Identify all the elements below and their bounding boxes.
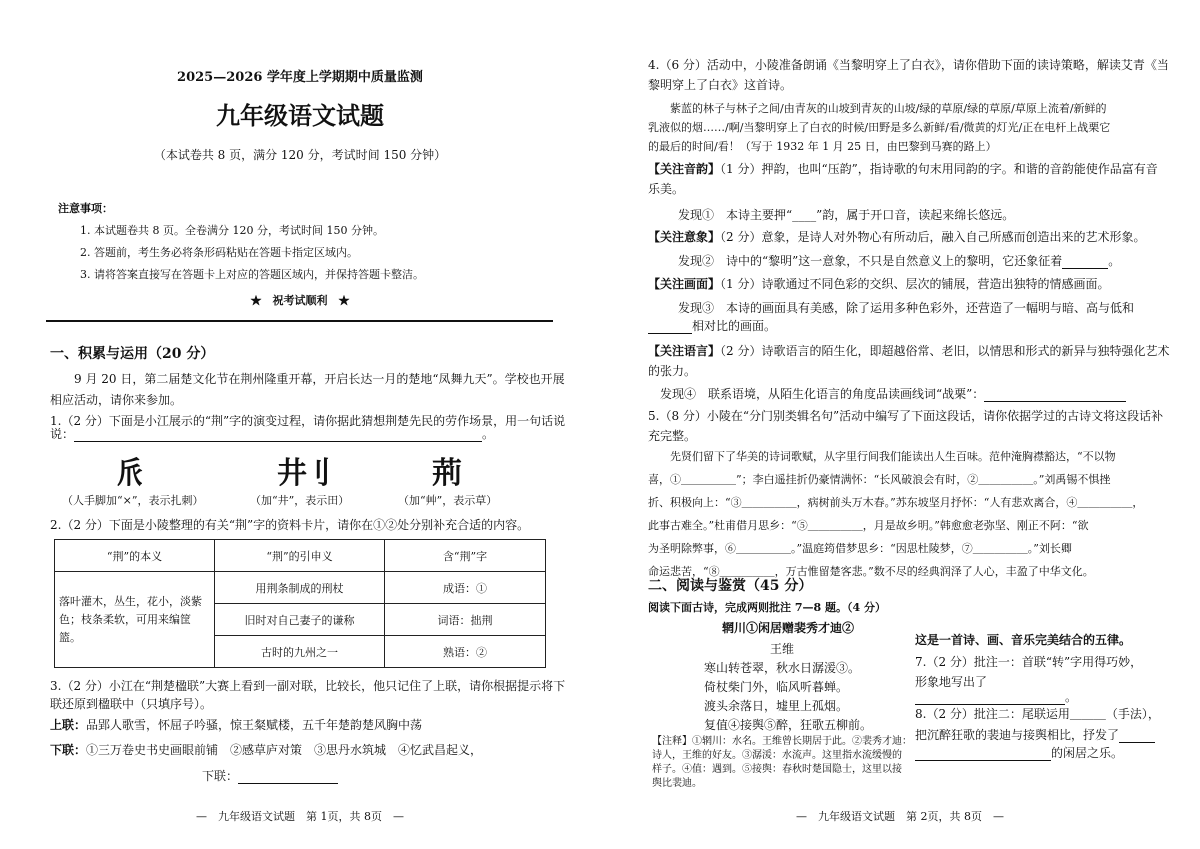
poem-line: 复值④接舆⑤醉，狂歌五柳前。: [704, 718, 873, 732]
finding-3: 相对比的画面。: [692, 319, 777, 333]
table-header: 含“荆”字: [385, 540, 546, 572]
finding-4-blank[interactable]: [984, 389, 1126, 402]
finding-3-blank[interactable]: [648, 321, 692, 334]
exam-header: 2025—2026 学年度上学期期中质量监测: [177, 70, 423, 85]
good-luck-text: ★ 祝考试顺利 ★: [250, 294, 350, 307]
question-7-blank[interactable]: [915, 692, 1065, 705]
page-footer: — 九年级语文试题 第 2页，共 8页 —: [796, 810, 1004, 823]
lower-fill-label: 下联：: [202, 769, 239, 783]
poem-notes: 舆比裴迪。: [652, 778, 702, 789]
notice-item: 2. 答题前，考生务必将条形码粘贴在答题卡指定区域内。: [80, 246, 358, 259]
poem-notes: 【注释】①辋川：水名。王维曾长期居于此。②裴秀才迪：: [652, 736, 912, 747]
label-picture: 【关注画面】: [648, 277, 721, 291]
question-8: 把沉醉狂歌的裴迪与接舆相比，抒发了: [915, 728, 1120, 742]
table-cell[interactable]: 熟语：②: [385, 636, 546, 668]
annotation-heading: 这是一首诗、画、音乐完美结合的五律。: [915, 633, 1132, 647]
section-1-title: 一、积累与运用（20 分）: [50, 346, 215, 362]
glyph-caption: （人手脚加“×”，表示扎刺）: [62, 494, 204, 507]
intro-text: 9 月 20 日，第二届楚文化节在荆州隆重开幕，开启长达一月的楚地“凤舞九天”。学校也开展: [50, 372, 565, 386]
lower-couplet-label: 下联：: [50, 743, 87, 757]
finding-1: 发现① 本诗主要押“____”韵，属于开口音，读起来绵长悠远。: [666, 208, 1015, 222]
finding-4: 发现④ 联系语境，从陌生化语言的角度品读画线词“战栗”：: [648, 387, 985, 401]
table-cell: 旧时对自己妻子的谦称: [215, 604, 385, 636]
question-1: 1.（2 分）下面是小江展示的“荆”字的演变过程，请你据此猜想荆楚先民的劳作场景，用一句话说: [50, 414, 566, 428]
section-2-title: 二、阅读与鉴赏（45 分）: [648, 578, 813, 594]
question-1-line: 说： 。: [50, 427, 495, 441]
poem-text: 紫蓝的林子与林子之间/由青灰的山坡到青灰的山坡/绿的草原/绿的草原/草原上流着/新鲜的: [648, 102, 1107, 115]
page-2: 4.（6 分）活动中，小陵准备朗诵《当黎明穿上了白衣》，请你借助下面的读诗策略，解读艾青《当 黎明穿上了白衣》这首诗。 紫蓝的林子与林子之间/由青灰的山坡到青灰的山坡/绿的草原/绿的草原/草原上流着/新鲜的 乳液似的烟……/啊/当黎明穿上了白衣的时候/田野是多么新鲜/看/微黄的灯光/正在电杆上战栗它 的最后的时间/看！（写于 1932 年 1 月 25 日，由巴黎到马赛的路上） 【关注音韵】（1 分）押韵，也叫“压韵”，指诗歌的句末用同韵的字。和谐的音韵能使作品富有音 乐美。 发现① 本诗主要押“____”韵，属于开口音，读起来绵长悠远。 【关注意象】（2 分）意象，是诗人对外物心有所动后，融入自己所感而创造出来的艺术形象。 发现② 诗中的“黎明”这一意象，不只是自然意义上的黎明，它还象征着 。 【关注画面】（1 分）诗歌通过不同色彩的交织、层次的铺展，营造出独特的情感画面。 发现③ 本诗的画面具有美感，除了运用多种色彩外，还营造了一幅明与暗、高与低和 相对比的画面。 【关注语言】（2 分）诗歌语言的陌生化，即超越俗常、老旧，以情思和形式的新异与独特强化艺术 的张力。 发现④ 联系语境，从陌生化语言的角度品读画线词“战栗”： 5.（8 分）小陵在“分门别类辑名句”活动中编写了下面这段话，请你依据学过的古诗文将这段话补 充完整。 先贤们留下了华美的诗词歌赋，从字里行间我们能读出人生百味。范仲淹胸襟豁达，“不以物 喜，①＿＿＿＿＿”；李白遥挂折仍豪情满怀：“长风破浪会有时，②＿＿＿＿＿。”刘禹锡不惧挫 折、积极向上：“③＿＿＿＿＿，病树前头万木春。”苏东坡坚月抒怀：“人有悲欢离合，④＿＿＿＿＿， 此事古难全。”杜甫借月思乡：“⑤＿＿＿＿＿，月是故乡明。”韩愈愈老弥坚、刚正不阿：“欲 为圣明除弊事，⑥＿＿＿＿＿。”温庭筠借梦思乡：“因思杜陵梦，⑦＿＿＿＿＿。”刘长卿 命运悲苦，“⑧＿＿＿＿＿，万古惟留楚客悲。”数不尽的经典润泽了人心，丰盈了中华文化。 二、阅读与鉴赏（45 分） 阅读下面古诗，完成两则批注 7—8 题。（4 分） 辋川①闲居赠裴秀才迪② 王维 寒山转苍翠，秋水日潺湲③。 倚杖柴门外，临风听暮蝉。 渡头余落日，墟里上孤烟。 复值④接舆⑤醉，狂歌五柳前。 【注释】①辋川：水名。王维曾长期居于此。②裴秀才迪： 诗人，王维的好友。③潺湲：水流声。这里指水流缓慢的 样子。④值：遇到。⑤接舆：春秋时楚国隐士，这里以接 舆比裴迪。 这是一首诗、画、音乐完美结合的五律。 7.（2 分）批注一：首联“转”字用得巧妙， 形象地写出了 。 8.（2 分）批注二：尾联运用＿＿＿（手法）， 把沉醉狂歌的裴迪与接舆相比，抒发了 的闲居之乐。 — 九年级语文试题 第 2页，共 8页 —: [600, 0, 1200, 849]
upper-couplet-label: 上联：: [50, 718, 87, 732]
poem-author: 王维: [770, 642, 795, 656]
exam-title: 九年级语文试题: [216, 101, 384, 130]
question-5: 5.（8 分）小陵在“分门别类辑名句”活动中编写了下面这段话，请你依据学过的古诗文将这段话补: [648, 409, 1164, 423]
picture-text: （1 分）诗歌通过不同色彩的交织、层次的铺展，营造出独特的情感画面。: [720, 277, 1110, 291]
poem-text: 乳液似的烟……/啊/当黎明穿上了白衣的时候/田野是多么新鲜/看/微黄的灯光/正在电杆上战栗它: [648, 121, 1111, 134]
fill-passage: 先贤们留下了华美的诗词歌赋，从字里行间我们能读出人生百味。范仲淹胸襟豁达，“不以物: [648, 450, 1116, 463]
question-2: 2.（2 分）下面是小陵整理的有关“荆”字的资料卡片，请你在①②处分别补充合适的内容。: [50, 518, 530, 532]
fill-passage: 命运悲苦，“⑧＿＿＿＿＿，万古惟留楚客悲。”数不尽的经典润泽了人心，丰盈了中华文化。: [648, 565, 1094, 578]
poem-line: 倚杖柴门外，临风听暮蝉。: [704, 680, 849, 694]
poem-line: 渡头余落日，墟里上孤烟。: [704, 699, 849, 713]
lower-couplet-blank[interactable]: [238, 771, 338, 784]
fill-passage: 此事古难全。”杜甫借月思乡：“⑤＿＿＿＿＿，月是故乡明。”韩愈愈老弥坚、刚正不阿：“欲: [648, 519, 1089, 532]
notice-item: 3. 请将答案直接写在答题卡上对应的答题区域内，并保持答题卡整洁。: [80, 268, 424, 281]
glyph-jing-oracle: 𠂢: [115, 456, 145, 491]
upper-couplet: 品郢人歌雪，怀屈子吟骚，惊王粲赋楼，五千年楚韵楚风胸中荡: [86, 718, 423, 732]
notice-item: 1. 本试题卷共 8 页。全卷满分 120 分，考试时间 150 分钟。: [80, 224, 384, 237]
rhyme-text: （1 分）押韵，也叫“压韵”，指诗歌的句末用同韵的字。和谐的音韵能使作品富有音: [720, 162, 1158, 176]
poem-line: 寒山转苍翠，秋水日潺湲③。: [704, 661, 861, 675]
question-3: 3.（2 分）小江在“荆楚楹联”大赛上看到一副对联，比较长，他只记住了上联，请你根据提示将下: [50, 679, 566, 693]
table-header: “荆”的引申义: [215, 540, 385, 572]
poem-title: 辋川①闲居赠裴秀才迪②: [722, 621, 855, 635]
poem-text: 的最后的时间/看！（写于 1932 年 1 月 25 日，由巴黎到马赛的路上）: [648, 140, 997, 153]
finding-3: 发现③ 本诗的画面具有美感，除了运用多种色彩外，还营造了一幅明与暗、高与低和: [666, 301, 1135, 315]
question-8: 的闲居之乐。: [1051, 746, 1124, 760]
finding-2-blank[interactable]: [1062, 256, 1108, 269]
finding-2: 发现② 诗中的“黎明”这一意象，不只是自然意义上的黎明，它还象征着: [666, 254, 1063, 268]
label-imagery: 【关注意象】: [648, 230, 721, 244]
label-rhyme: 【关注音韵】: [648, 162, 721, 176]
answer-blank[interactable]: [74, 429, 482, 442]
question-7: 7.（2 分）批注一：首联“转”字用得巧妙，: [915, 655, 1143, 669]
original-meaning-cell: 落叶灌木，丛生，花小，淡紫色；枝条柔软，可用来编筐篮。: [55, 572, 215, 668]
lower-couplet-options: ①三万卷史书史画眼前铺 ②感草庐对策 ③思丹水筑城 ④忆武昌起义，: [86, 743, 483, 757]
question-8: 8.（2 分）批注二：尾联运用＿＿＿（手法），: [915, 707, 1160, 721]
table-cell: 古时的九州之一: [215, 636, 385, 668]
rhyme-text: 乐美。: [648, 182, 685, 196]
glyph-jing-seal: 荊: [432, 456, 462, 491]
table-cell: 词语：拙荆: [385, 604, 546, 636]
fill-passage: 为圣明除弊事，⑥＿＿＿＿＿。”温庭筠借梦思乡：“因思杜陵梦，⑦＿＿＿＿＿。”刘长卿: [648, 542, 1072, 555]
question-8-blank[interactable]: [1119, 730, 1155, 743]
glyph-jing-bronze: 井刂: [277, 456, 325, 491]
exam-subtitle: （本试卷共 8 页，满分 120 分，考试时间 150 分钟）: [153, 148, 447, 162]
question-8-blank[interactable]: [915, 748, 1051, 761]
table-cell[interactable]: 成语：①: [385, 572, 546, 604]
question-3: 联还原到楹联中（只填序号）。: [50, 697, 213, 711]
language-text: （2 分）诗歌语言的陌生化，即超越俗常、老旧，以情思和形式的新异与独特强化艺术: [720, 344, 1170, 358]
divider: [46, 320, 553, 322]
question-5: 充完整。: [648, 429, 697, 443]
imagery-text: （2 分）意象，是诗人对外物心有所动后，融入自己所感而创造出来的艺术形象。: [720, 230, 1146, 244]
question-4: 4.（6 分）活动中，小陵准备朗诵《当黎明穿上了白衣》，请你借助下面的读诗策略，解读艾青《当: [648, 58, 1169, 72]
reading-intro: 阅读下面古诗，完成两则批注 7—8 题。（4 分）: [648, 601, 886, 614]
table-cell: 用荆条制成的刑杖: [215, 572, 385, 604]
table-header: “荆”的本义: [55, 540, 215, 572]
definition-table: [54, 539, 546, 668]
page-footer: — 九年级语文试题 第 1页，共 8页 —: [196, 810, 404, 823]
intro-text: 相应活动，请你来参加。: [50, 393, 183, 407]
question-4: 黎明穿上了白衣》这首诗。: [648, 78, 793, 92]
poem-notes: 样子。④值：遇到。⑤接舆：春秋时楚国隐士，这里以接: [652, 764, 902, 775]
glyph-caption: （加“井”，表示田）: [250, 494, 350, 507]
glyph-caption: （加“艸”，表示草）: [398, 494, 498, 507]
question-7: 形象地写出了: [915, 675, 988, 689]
language-text: 的张力。: [648, 364, 697, 378]
poem-notes: 诗人，王维的好友。③潺湲：水流声。这里指水流缓慢的: [652, 750, 902, 761]
label-language: 【关注语言】: [648, 344, 721, 358]
fill-passage: 折、积极向上：“③＿＿＿＿＿，病树前头万木春。”苏东坡坚月抒怀：“人有悲欢离合，④＿＿＿＿＿，: [648, 496, 1144, 509]
notice-title: 注意事项：: [58, 202, 113, 215]
fill-passage: 喜，①＿＿＿＿＿”；李白遥挂折仍豪情满怀：“长风破浪会有时，②＿＿＿＿＿。”刘禹锡不惧挫: [648, 473, 1111, 486]
